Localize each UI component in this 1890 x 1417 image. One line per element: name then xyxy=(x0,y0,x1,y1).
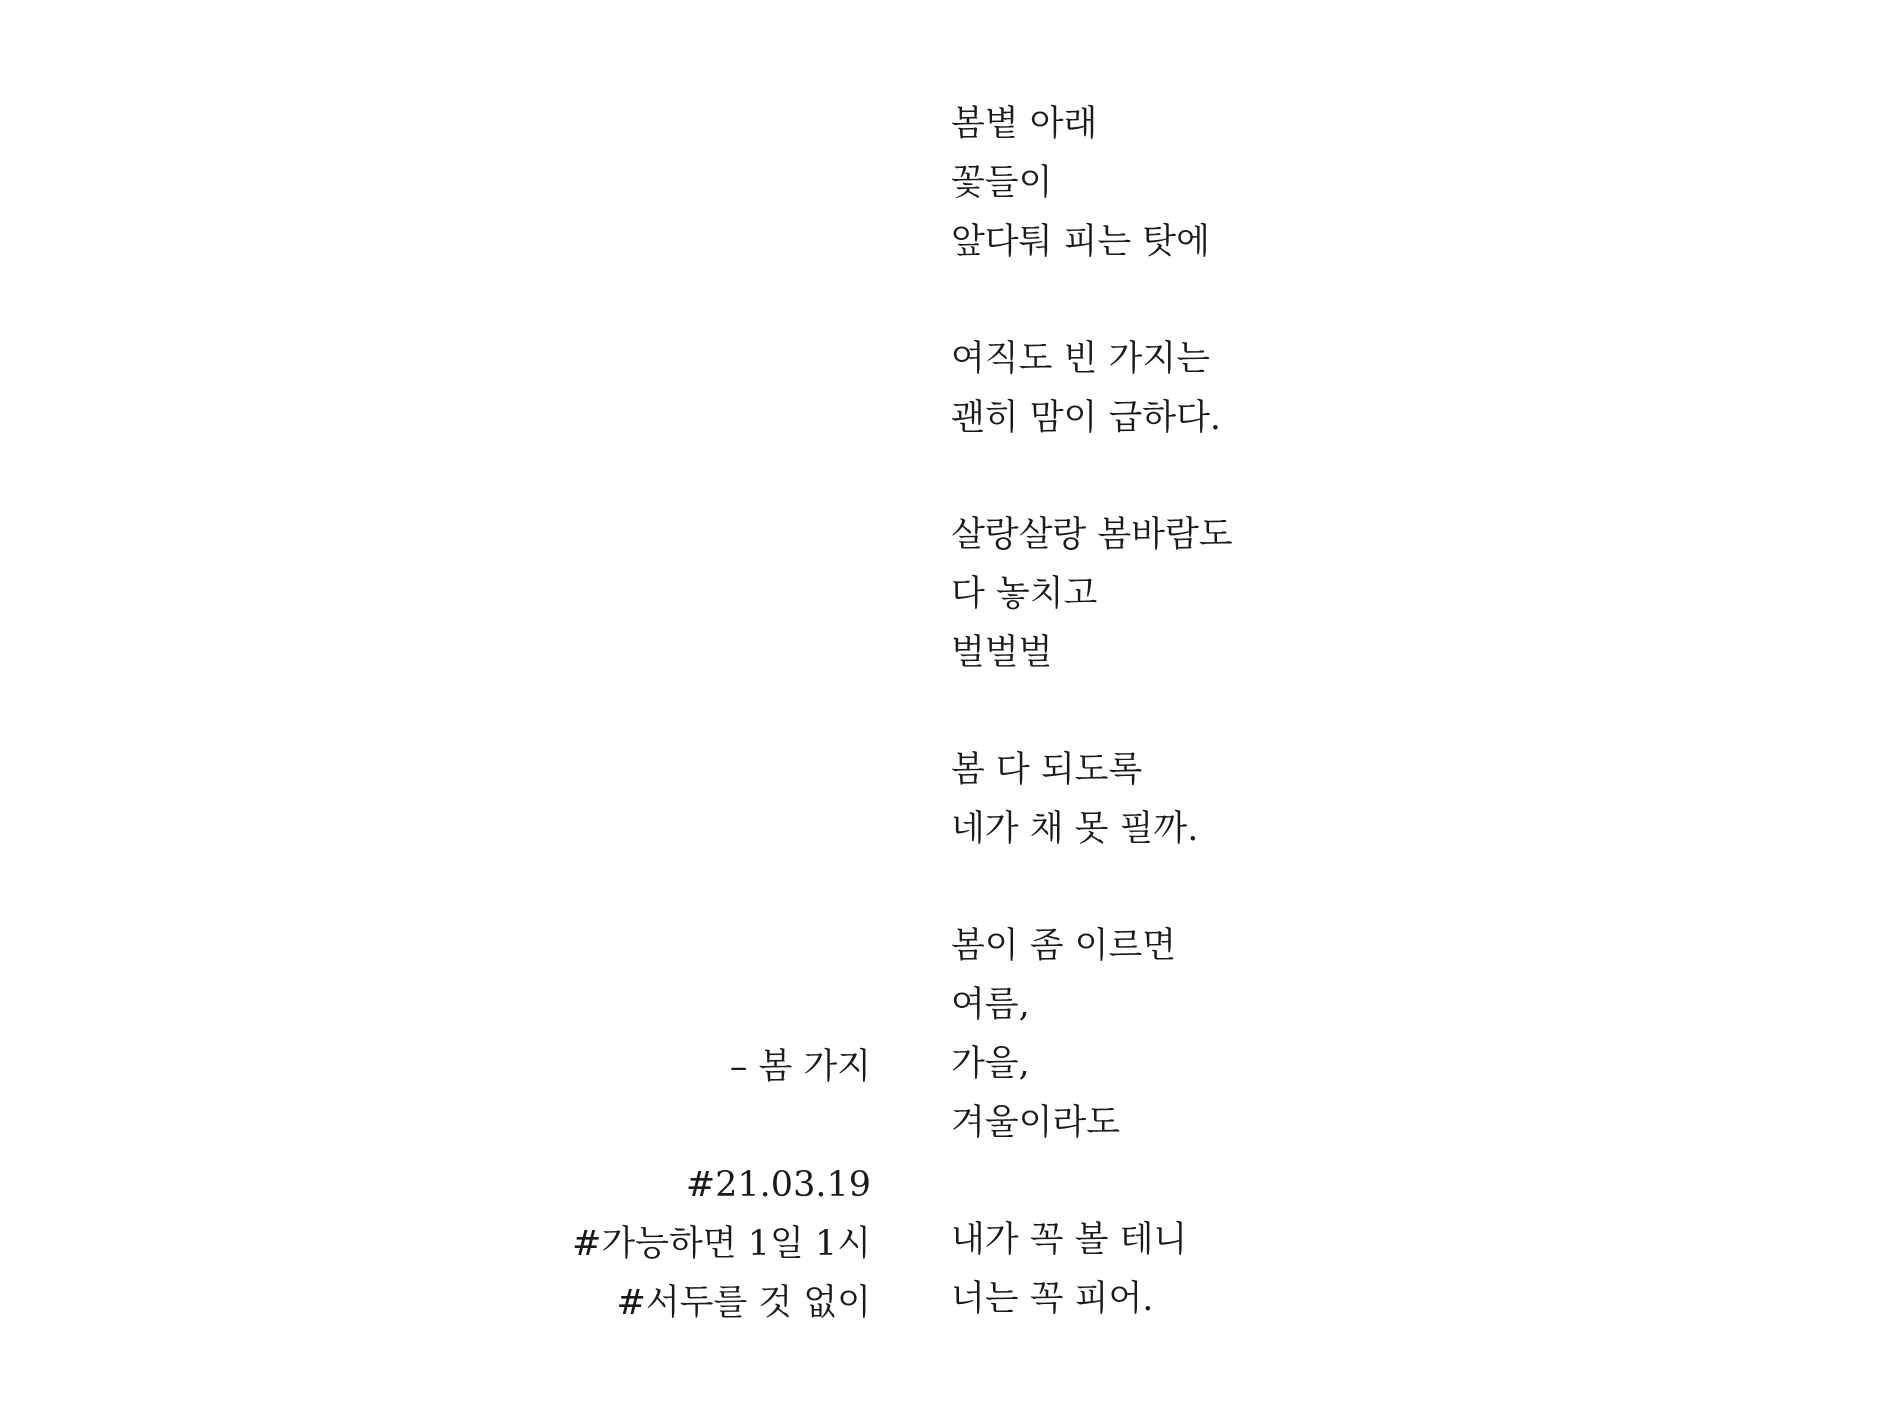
hashtag-list xyxy=(572,1156,871,1333)
stanza-4 xyxy=(951,741,1651,859)
stanza-1 xyxy=(951,95,1651,272)
poem-line: 봄볕 아래 xyxy=(951,104,1098,144)
stanza-2 xyxy=(951,330,1651,448)
hashtag: #서두를 것 없이 xyxy=(616,1283,871,1323)
stanza-5 xyxy=(951,917,1651,1153)
hashtag: #가능하면 1일 1시 xyxy=(572,1224,871,1264)
poem-line: 겨울이라도 xyxy=(951,1103,1121,1143)
title-text: – 봄 가지 xyxy=(729,1047,871,1087)
poem-line: 꽃들이 xyxy=(951,163,1053,203)
poem-line: 너는 꼭 피어. xyxy=(951,1279,1154,1319)
poem-line: 여직도 빈 가지는 xyxy=(951,339,1210,379)
poem-line: 내가 꼭 볼 테니 xyxy=(951,1220,1188,1260)
poem-line: 네가 채 못 필까. xyxy=(951,809,1199,849)
poem-line: 다 놓치고 xyxy=(951,574,1098,614)
poem-title xyxy=(730,1038,871,1097)
poem-line: 살랑살랑 봄바람도 xyxy=(951,515,1233,555)
poem-line: 봄 다 되도록 xyxy=(951,750,1143,790)
stanza-6 xyxy=(951,1211,1651,1329)
stanza-3 xyxy=(951,506,1651,683)
poem-line: 벌벌벌 xyxy=(951,633,1053,673)
poem-line: 괜히 맘이 급하다. xyxy=(951,398,1222,438)
poem-line: 봄이 좀 이르면 xyxy=(951,926,1177,966)
poem-line: 앞다퉈 피는 탓에 xyxy=(951,222,1210,262)
hashtag-date: #21.03.19 xyxy=(685,1165,871,1205)
poem-body xyxy=(951,95,1651,1387)
poem-line: 가을, xyxy=(951,1044,1030,1084)
poem-line: 여름, xyxy=(951,985,1030,1025)
